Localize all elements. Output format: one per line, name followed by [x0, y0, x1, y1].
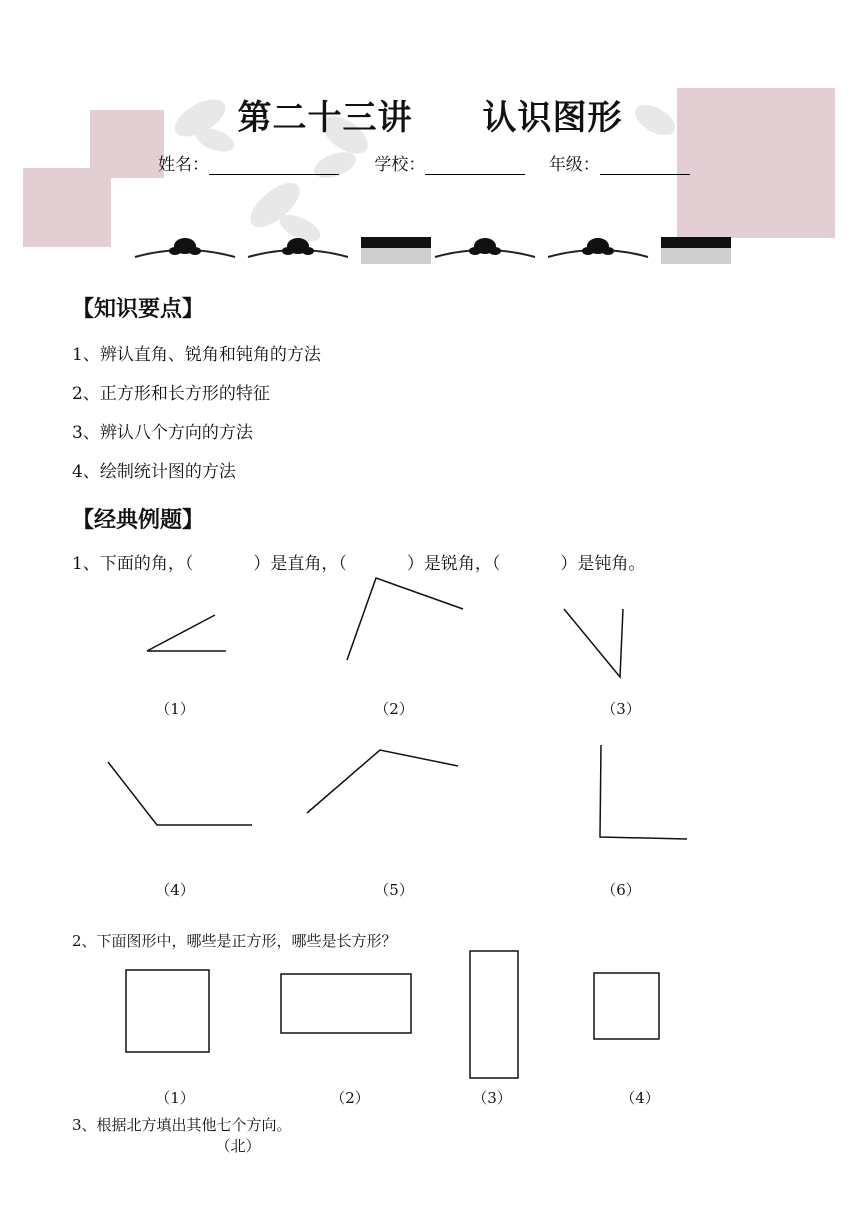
- angle-3-label: （3）: [601, 700, 641, 718]
- question-3: 3、根据北方填出其他七个方向。: [72, 1116, 292, 1134]
- question-1-text-b: ）是直角，（: [253, 554, 347, 574]
- angle-5-label: （5）: [374, 881, 414, 899]
- shape-4-label: （4）: [620, 1089, 660, 1107]
- lecture-number: 第二十三讲: [237, 98, 413, 138]
- shape-1: [126, 970, 209, 1052]
- shape-4: [594, 973, 659, 1039]
- question-1-text-d: ）是钝角。: [560, 554, 646, 574]
- question-1-text-c: ）是锐角，（: [406, 554, 501, 574]
- knowledge-point: 4、绘制统计图的方法: [72, 462, 236, 482]
- shape-1-label: （1）: [155, 1089, 195, 1107]
- shape-3-label: （3）: [472, 1089, 512, 1107]
- name-label: 姓名：: [158, 155, 209, 175]
- grade-label: 年级：: [548, 155, 600, 175]
- angle-4-label: （4）: [155, 881, 195, 899]
- lecture-topic: 认识图形: [482, 98, 623, 138]
- knowledge-point: 1、辨认直角、锐角和钝角的方法: [72, 345, 321, 365]
- section-examples-title: 【经典例题】: [72, 508, 205, 533]
- shape-3: [470, 951, 518, 1078]
- knowledge-point: 3、辨认八个方向的方法: [72, 423, 253, 443]
- school-label: 学校：: [374, 155, 426, 175]
- shape-2-label: （2）: [330, 1089, 370, 1107]
- angle-6-label: （6）: [601, 881, 641, 899]
- question-2: 2、下面图形中，哪些是正方形，哪些是长方形？: [72, 932, 397, 950]
- section-knowledge-title: 【知识要点】: [72, 297, 205, 322]
- angle-1-label: （1）: [155, 700, 195, 718]
- question-1-text-a: 1、下面的角，（: [72, 554, 194, 574]
- shape-2: [281, 974, 411, 1033]
- knowledge-point: 2、正方形和长方形的特征: [72, 384, 270, 404]
- angle-2-label: （2）: [374, 700, 414, 718]
- north-label: （北）: [215, 1137, 261, 1155]
